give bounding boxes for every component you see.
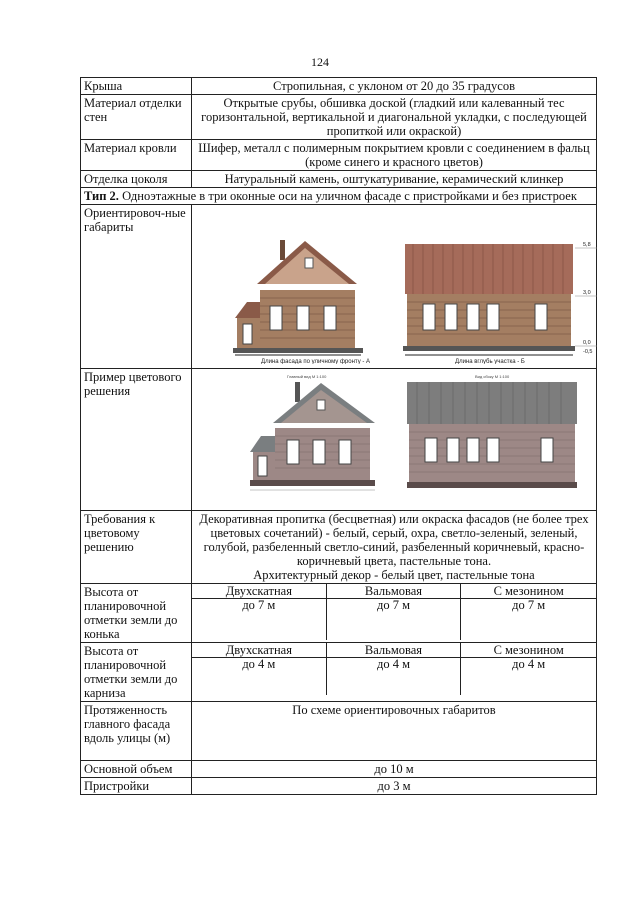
dimensions-row — [81, 205, 597, 369]
facade-length-row — [81, 702, 597, 761]
ridge-val-mezzanine: до 7 м — [512, 598, 546, 612]
roofing-value: Шифер, металл с полимерным покрытием кровли с соединением в фальц (кроме синего и красного цветов) — [192, 140, 597, 171]
dimensions-drawing-cell — [192, 205, 597, 369]
ridge-col-gable: Двухскатная — [192, 584, 327, 599]
mark-5-8: 5,8 — [583, 242, 591, 248]
dimensions-label: Ориентировоч-ные габариты — [81, 205, 192, 369]
eaves-height-label: Высота от планировочной отметки земли до карниза — [81, 643, 192, 702]
type2-heading — [81, 188, 597, 205]
annex-row — [81, 778, 597, 795]
roof-label: Крыша — [81, 78, 192, 95]
facade-length-value: По схеме ориентировочных габаритов — [192, 702, 597, 761]
house-front-drawing — [233, 240, 370, 364]
page-number: 124 — [311, 55, 329, 69]
color-example-drawing — [195, 370, 603, 506]
caption-side-view: Вид сбоку М 1:100 — [475, 374, 510, 379]
ridge-col-hip: Вальмовая — [327, 584, 462, 599]
type2-row — [81, 188, 597, 205]
color-example-drawing-cell — [192, 369, 597, 511]
color-house-front — [250, 382, 375, 490]
main-volume-value: до 10 м — [192, 761, 597, 778]
ridge-val-hip: до 7 м — [327, 598, 462, 640]
ridge-height-cell — [192, 584, 597, 643]
eaves-col-hip: Вальмовая — [327, 643, 462, 658]
color-example-label: Пример цветового решения — [81, 369, 192, 511]
eaves-val-mezzanine: до 4 м — [512, 657, 546, 671]
facade-length-label: Протяженность главного фасада вдоль улицы (м) — [81, 702, 192, 761]
ridge-height-values — [192, 598, 596, 640]
eaves-val-hip: до 4 м — [327, 657, 462, 695]
plinth-row — [81, 171, 597, 188]
type2-text: Одноэтажные в три оконные оси на уличном фасаде с пристройками и без пристроек — [122, 189, 577, 203]
color-requirements-value: Декоративная пропитка (бесцветная) или окраска фасадов (не более трех цветовых сочетаний) - белый, серый, охра, светло-зеленый, зеленый, голубой, разбеленный светло-синий, разбеленный коричневый, красно-коричневый цвета, пастельные тона. — [199, 512, 589, 568]
roof-row — [81, 78, 597, 95]
caption-b: Длина вглубь участка - Б — [455, 359, 525, 364]
ridge-height-label: Высота от планировочной отметки земли до конька — [81, 584, 192, 643]
mark-minus-0-5: -0,5 — [583, 349, 593, 355]
ridge-height-row — [81, 584, 597, 643]
ridge-val-gable: до 7 м — [192, 598, 327, 640]
eaves-height-cell — [192, 643, 597, 702]
eaves-val-gable: до 4 м — [192, 657, 327, 695]
annex-value: до 3 м — [192, 778, 597, 795]
caption-main-view: Главный вид М 1:100 — [287, 374, 327, 379]
decor-requirements: Архитектурный декор - белый цвет, пастельные тона — [253, 568, 535, 582]
walls-row — [81, 95, 597, 140]
type2-bold: Тип 2. — [84, 189, 119, 203]
eaves-height-header — [192, 643, 596, 658]
walls-value: Открытые срубы, обшивка доской (гладкий или калеванный тес горизонтальной, вертикальной и диагональной укладки, с последующей пропиткой или окраской) — [192, 95, 597, 140]
main-volume-label: Основной объем — [81, 761, 192, 778]
color-requirements-label: Требования к цветовому решению — [81, 511, 192, 584]
walls-label: Материал отделки стен — [81, 95, 192, 140]
mark-0-0: 0,0 — [583, 340, 591, 346]
plinth-value: Натуральный камень, оштукатуривание, керамический клинкер — [192, 171, 597, 188]
color-requirements-cell — [192, 511, 597, 584]
eaves-height-row — [81, 643, 597, 702]
annex-label: Пристройки — [81, 778, 192, 795]
color-requirements-row — [81, 511, 597, 584]
roofing-label: Материал кровли — [81, 140, 192, 171]
color-house-side — [407, 382, 577, 488]
ridge-height-header — [192, 584, 596, 599]
eaves-col-gable: Двухскатная — [192, 643, 327, 658]
requirements-table — [80, 77, 597, 795]
house-side-drawing — [403, 242, 597, 364]
plinth-label: Отделка цоколя — [81, 171, 192, 188]
ridge-col-mezzanine: С мезонином — [461, 584, 596, 599]
dimensions-drawing — [195, 206, 603, 364]
eaves-height-values — [192, 657, 596, 695]
color-example-row — [81, 369, 597, 511]
caption-a: Длина фасада по уличному фронту - А — [261, 359, 371, 364]
roof-value: Стропильная, с уклоном от 20 до 35 градусов — [192, 78, 597, 95]
eaves-col-mezzanine: С мезонином — [461, 643, 596, 658]
main-volume-row — [81, 761, 597, 778]
mark-3-0: 3,0 — [583, 290, 591, 296]
roofing-row — [81, 140, 597, 171]
